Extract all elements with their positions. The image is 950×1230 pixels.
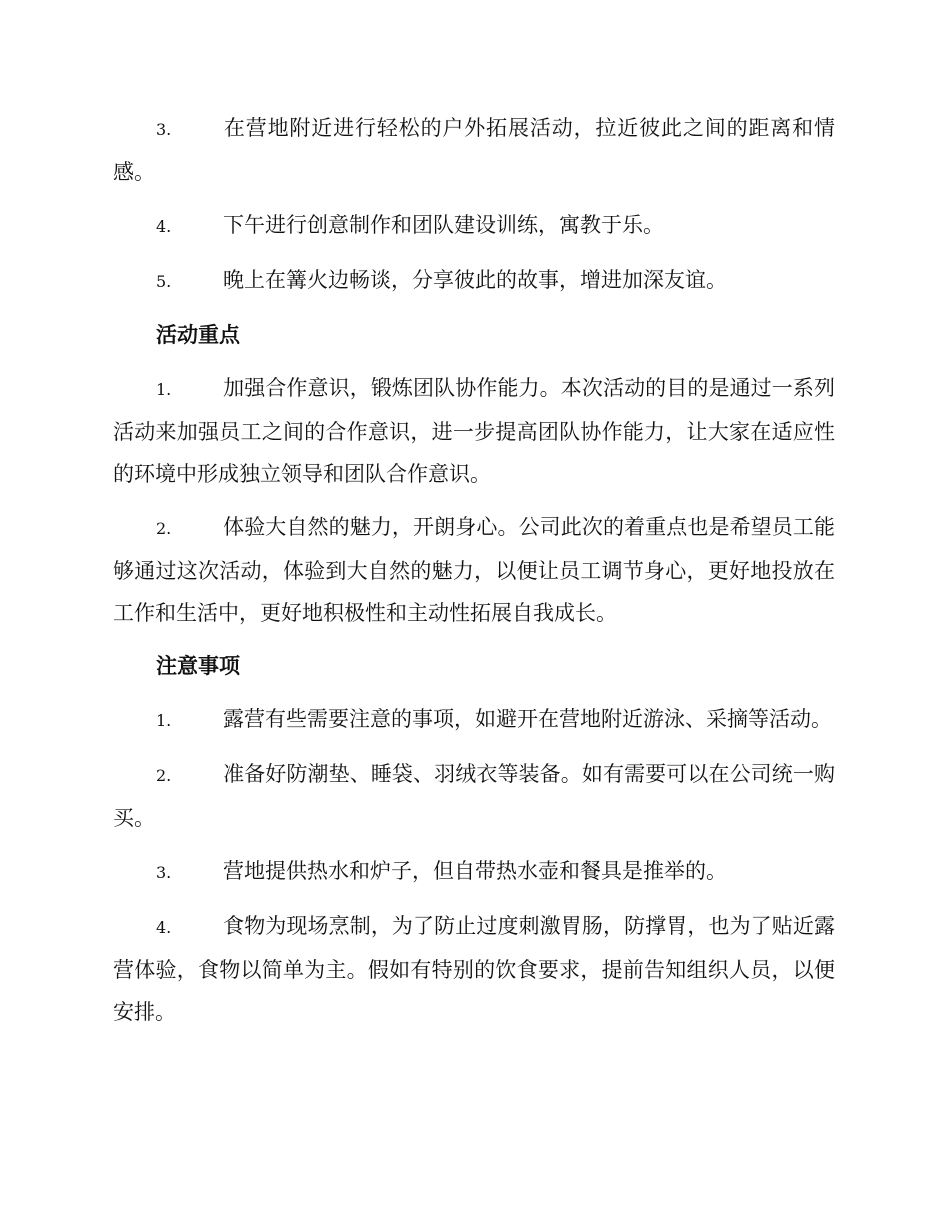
list-number: 4. [156, 918, 172, 937]
list-text: 食物为现场烹制，为了防止过度刺激胃肠，防撑胃，也为了贴近露营体验，食物以简单为主。假如有特别的饮食要求，提前告知组织人员，以便安排。 [113, 914, 835, 1024]
section-heading-focus: 活动重点 [156, 322, 240, 347]
list-number: 3. [156, 863, 172, 882]
list-number: 3. [156, 120, 172, 139]
section-heading-notes: 注意事项 [156, 653, 240, 678]
list-item [113, 850, 835, 894]
list-text: 加强合作意识，锻炼团队协作能力。本次活动的目的是通过一系列活动来加强员工之间的合作意识，进一步提高团队协作能力，让大家在适应性的环境中形成独立领导和团队合作意识。 [113, 376, 835, 486]
document-body [113, 107, 835, 1044]
list-text: 露营有些需要注意的事项，如避开在营地附近游泳、采摘等活动。 [223, 707, 832, 731]
list-text: 下午进行创意制作和团队建设训练，寓教于乐。 [223, 213, 664, 237]
list-text: 准备好防潮垫、睡袋、羽绒衣等装备。如有需要可以在公司统一购买。 [113, 762, 835, 830]
list-text: 体验大自然的魅力，开朗身心。公司此次的着重点也是希望员工能够通过这次活动，体验到大自然的魅力，以便让员工调节身心，更好地投放在工作和生活中，更好地积极性和主动性拓展自我成长。 [113, 515, 835, 625]
list-item [113, 506, 835, 634]
list-number: 2. [156, 519, 172, 538]
list-number: 1. [156, 711, 172, 730]
list-item [113, 107, 835, 193]
list-number: 2. [156, 766, 172, 785]
list-item [113, 753, 835, 839]
list-text: 在营地附近进行轻松的户外拓展活动，拉近彼此之间的距离和情感。 [113, 116, 835, 184]
list-item [113, 905, 835, 1033]
list-number: 4. [156, 217, 172, 236]
list-item [113, 367, 835, 495]
list-text: 晚上在篝火边畅谈，分享彼此的故事，增进加深友谊。 [223, 268, 727, 292]
list-number: 5. [156, 272, 172, 291]
list-item [113, 259, 835, 303]
list-text: 营地提供热水和炉子，但自带热水壶和餐具是推举的。 [223, 859, 727, 883]
list-item [113, 204, 835, 248]
list-number: 1. [156, 380, 172, 399]
list-item [113, 698, 835, 742]
